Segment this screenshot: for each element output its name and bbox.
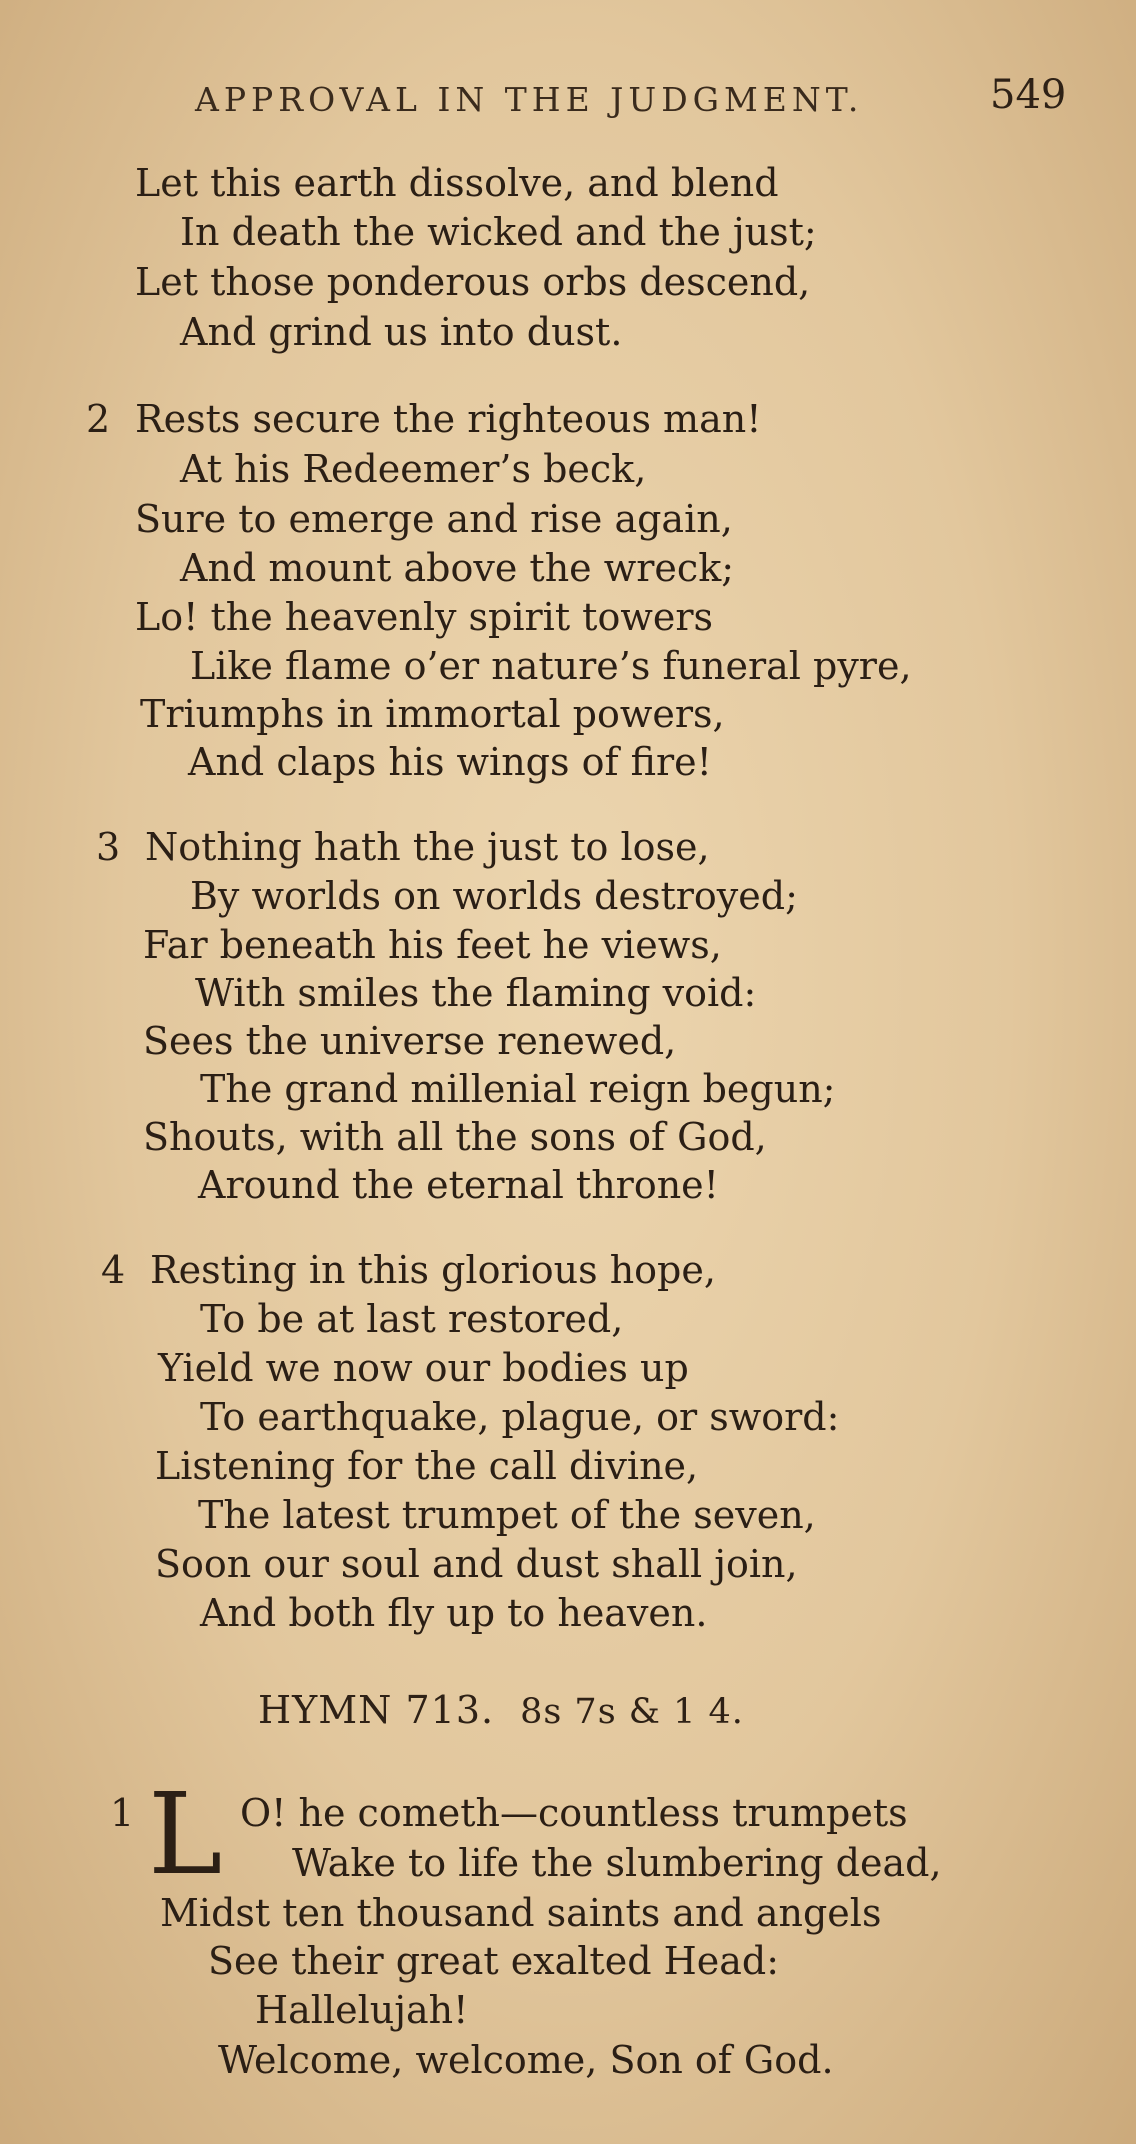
verse-line: By worlds on worlds destroyed;	[190, 874, 798, 918]
hymn-meter: 8s 7s & 1 4.	[520, 1692, 744, 1732]
verse-line: Let those ponderous orbs descend,	[135, 260, 811, 304]
verse-line: Let this earth dissolve, and blend	[135, 161, 779, 205]
page-header	[0, 72, 1136, 132]
verse-line: Yield we now our bodies up	[158, 1346, 689, 1390]
stanza-number: 4	[101, 1248, 126, 1292]
verse-line: And claps his wings of fire!	[188, 740, 712, 784]
stanza-number: 2	[86, 397, 111, 441]
verse-line: Around the eternal throne!	[198, 1163, 719, 1207]
verse-line: Shouts, with all the sons of God,	[143, 1115, 767, 1159]
verse-line: See their great exalted Head:	[208, 1939, 780, 1983]
page-number: 549	[990, 72, 1067, 118]
verse-line: Hallelujah!	[255, 1988, 469, 2032]
verse-line: Welcome, welcome, Son of God.	[218, 2038, 834, 2082]
hymn-heading	[258, 1688, 744, 1732]
verse-line: The latest trumpet of the seven,	[198, 1493, 816, 1537]
verse-line: Nothing hath the just to lose,	[145, 825, 710, 869]
verse-line: Lo! the heavenly spirit towers	[135, 595, 713, 639]
verse-line: Midst ten thousand saints and angels	[160, 1891, 882, 1935]
verse-line: Soon our soul and dust shall join,	[155, 1542, 798, 1586]
verse-line: At his Redeemer’s beck,	[180, 447, 647, 491]
stanza-number: 1	[110, 1791, 135, 1835]
running-head: APPROVAL IN THE JUDGMENT.	[195, 80, 864, 119]
hymn-number: HYMN 713.	[258, 1688, 495, 1732]
verse-line: O! he cometh—countless trumpets	[240, 1791, 908, 1835]
verse-line: Like flame o’er nature’s funeral pyre,	[190, 644, 912, 688]
verse-line: To earthquake, plague, or sword:	[200, 1395, 840, 1439]
verse-line: And both fly up to heaven.	[200, 1591, 708, 1635]
verse-line: Sees the universe renewed,	[143, 1019, 677, 1063]
verse-line: To be at last restored,	[200, 1297, 624, 1341]
verse-line: With smiles the flaming void:	[195, 971, 757, 1015]
verse-line: And grind us into dust.	[180, 310, 623, 354]
stanza-number: 3	[96, 825, 121, 869]
drop-cap: L	[148, 1770, 223, 1900]
verse-line: Rests secure the righteous man!	[135, 397, 762, 441]
verse-line: Wake to life the slumbering dead,	[292, 1841, 942, 1885]
verse-line: And mount above the wreck;	[180, 546, 735, 590]
verse-line: The grand millenial reign begun;	[200, 1067, 836, 1111]
verse-line: Triumphs in immortal powers,	[140, 692, 725, 736]
verse-line: Far beneath his feet he views,	[143, 923, 722, 967]
verse-line: Listening for the call divine,	[155, 1444, 699, 1488]
verse-line: In death the wicked and the just;	[180, 210, 817, 254]
verse-line: Resting in this glorious hope,	[150, 1248, 716, 1292]
verse-line: Sure to emerge and rise again,	[135, 497, 733, 541]
